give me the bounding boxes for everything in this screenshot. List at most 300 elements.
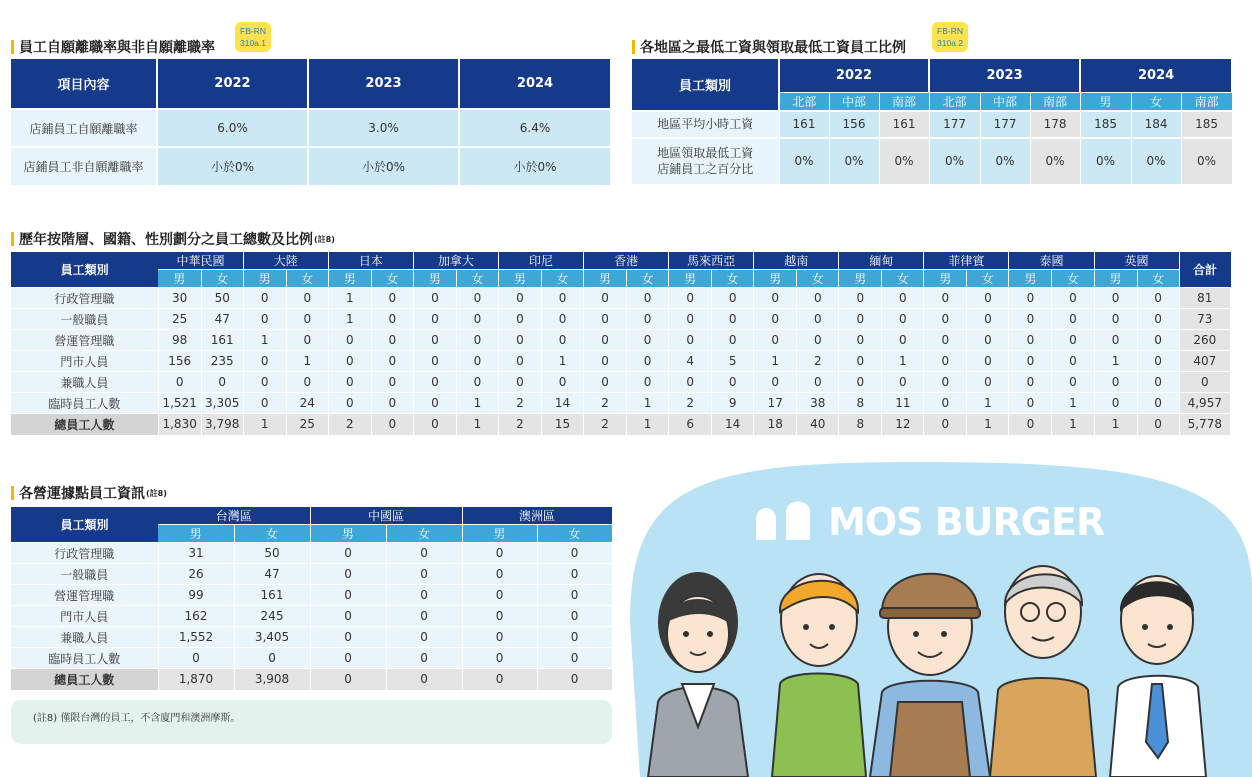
cell: 1 bbox=[754, 351, 797, 372]
subheader-male: 男 bbox=[413, 270, 456, 288]
header-year: 2024 bbox=[1080, 59, 1232, 92]
title-accent-bar bbox=[632, 40, 635, 54]
footnote: (註8) 僅限台灣的員工，不含廈門和澳洲摩斯。 bbox=[11, 700, 612, 744]
cell: 15 bbox=[542, 414, 584, 435]
cell: 1 bbox=[627, 393, 669, 414]
cell: 2 bbox=[498, 414, 541, 435]
header-employee-type: 員工類別 bbox=[632, 59, 779, 111]
cell: 0 bbox=[371, 309, 413, 330]
cell: 1 bbox=[286, 351, 328, 372]
header-total: 合計 bbox=[1179, 252, 1230, 288]
subheader-male: 男 bbox=[158, 270, 201, 288]
cell: 0 bbox=[584, 288, 627, 309]
header-year: 2022 bbox=[779, 59, 929, 92]
cell: 8 bbox=[839, 393, 882, 414]
cell: 0 bbox=[371, 288, 413, 309]
cell: 0 bbox=[712, 288, 754, 309]
cell: 1 bbox=[1094, 351, 1137, 372]
header-country: 緬甸 bbox=[839, 252, 924, 270]
title-accent-bar bbox=[11, 486, 14, 500]
cell: 0 bbox=[924, 288, 967, 309]
subheader-male: 男 bbox=[669, 270, 712, 288]
cell: 0 bbox=[456, 330, 498, 351]
cell: 0 bbox=[201, 372, 243, 393]
cell: 3,405 bbox=[234, 627, 310, 648]
cell: 0 bbox=[1009, 414, 1052, 435]
cell: 0 bbox=[1052, 351, 1094, 372]
cell: 1,830 bbox=[158, 414, 201, 435]
cell: 0% bbox=[929, 138, 980, 184]
cell: 0 bbox=[310, 585, 386, 606]
cell: 0 bbox=[712, 330, 754, 351]
subheader-female: 女 bbox=[456, 270, 498, 288]
row-label: 行政管理職 bbox=[11, 288, 158, 309]
row-label: 總員工人數 bbox=[11, 669, 158, 690]
total-cell: 260 bbox=[1179, 330, 1230, 351]
cell: 0 bbox=[627, 309, 669, 330]
cell: 小於0% bbox=[459, 147, 611, 185]
subheader-male: 男 bbox=[839, 270, 882, 288]
cell: 9 bbox=[712, 393, 754, 414]
subheader: 女 bbox=[1131, 92, 1181, 111]
cell: 2 bbox=[584, 414, 627, 435]
cell: 8 bbox=[839, 414, 882, 435]
table-row bbox=[632, 138, 1232, 184]
cell: 0 bbox=[627, 330, 669, 351]
cell: 0 bbox=[924, 372, 967, 393]
cell: 161 bbox=[201, 330, 243, 351]
subheader-female: 女 bbox=[797, 270, 839, 288]
total-cell: 0 bbox=[1179, 372, 1230, 393]
section3-title-text: 歷年按階層、國籍、性別劃分之員工總數及比例 bbox=[19, 232, 313, 248]
cell: 30 bbox=[158, 288, 201, 309]
cell: 0 bbox=[584, 351, 627, 372]
cell: 185 bbox=[1181, 111, 1232, 138]
subheader-male: 男 bbox=[243, 270, 286, 288]
cell: 0 bbox=[754, 330, 797, 351]
cell: 1 bbox=[328, 309, 371, 330]
subheader-male: 男 bbox=[754, 270, 797, 288]
cell: 0 bbox=[462, 627, 537, 648]
cell: 0 bbox=[797, 372, 839, 393]
cell: 0 bbox=[386, 585, 462, 606]
cell: 0 bbox=[1094, 393, 1137, 414]
row-label: 行政管理職 bbox=[11, 543, 158, 564]
cell: 235 bbox=[201, 351, 243, 372]
header-country: 馬來西亞 bbox=[669, 252, 754, 270]
subheader-female: 女 bbox=[542, 270, 584, 288]
cell: 50 bbox=[234, 543, 310, 564]
cell: 0 bbox=[839, 330, 882, 351]
cell: 2 bbox=[669, 393, 712, 414]
cell: 0 bbox=[797, 309, 839, 330]
cell: 0 bbox=[310, 606, 386, 627]
cell: 0 bbox=[797, 330, 839, 351]
cell: 26 bbox=[158, 564, 234, 585]
cell: 0% bbox=[1181, 138, 1232, 184]
cell: 0 bbox=[1009, 309, 1052, 330]
header-region: 台灣區 bbox=[158, 507, 310, 525]
subheader-male: 男 bbox=[498, 270, 541, 288]
subheader: 中部 bbox=[829, 92, 879, 111]
cell: 0 bbox=[924, 414, 967, 435]
cell: 0 bbox=[537, 669, 612, 690]
cell: 0 bbox=[462, 564, 537, 585]
cell: 0 bbox=[371, 393, 413, 414]
total-cell: 81 bbox=[1179, 288, 1230, 309]
cell: 0 bbox=[924, 309, 967, 330]
operating-site-table bbox=[11, 507, 613, 690]
cell: 161 bbox=[779, 111, 829, 138]
cell: 0% bbox=[829, 138, 879, 184]
header-country: 加拿大 bbox=[413, 252, 498, 270]
table-row bbox=[11, 648, 612, 669]
cell: 0 bbox=[498, 330, 541, 351]
cell: 0 bbox=[456, 351, 498, 372]
row-label: 兼職人員 bbox=[11, 627, 158, 648]
cell: 17 bbox=[754, 393, 797, 414]
cell: 0 bbox=[462, 585, 537, 606]
cell: 12 bbox=[882, 414, 924, 435]
cell: 0 bbox=[1009, 393, 1052, 414]
cell: 0 bbox=[243, 309, 286, 330]
cell: 0 bbox=[967, 330, 1009, 351]
cell: 0 bbox=[1052, 288, 1094, 309]
total-cell: 4,957 bbox=[1179, 393, 1230, 414]
table-row bbox=[11, 351, 1231, 372]
cell: 1 bbox=[1052, 414, 1094, 435]
badge-line2: 310a.2 bbox=[937, 38, 963, 48]
cell: 0 bbox=[1009, 288, 1052, 309]
table-row bbox=[11, 627, 612, 648]
subheader-male: 男 bbox=[158, 525, 234, 543]
table-row bbox=[11, 393, 1231, 414]
header-country: 大陸 bbox=[243, 252, 328, 270]
header-year: 2024 bbox=[459, 59, 611, 109]
cell: 25 bbox=[286, 414, 328, 435]
section1-title-text: 員工自願離職率與非自願離職率 bbox=[19, 40, 215, 56]
row-label: 營運管理職 bbox=[11, 585, 158, 606]
cell: 0 bbox=[456, 309, 498, 330]
cell: 0 bbox=[754, 372, 797, 393]
cell: 0 bbox=[310, 564, 386, 585]
cell: 0 bbox=[712, 372, 754, 393]
cell: 0 bbox=[243, 393, 286, 414]
badge-line1: FB-RN bbox=[240, 26, 266, 36]
cell: 0 bbox=[1137, 372, 1179, 393]
cell: 184 bbox=[1131, 111, 1181, 138]
cell: 0 bbox=[328, 330, 371, 351]
title-accent-bar bbox=[11, 40, 14, 54]
cell: 0 bbox=[462, 669, 537, 690]
cell: 1 bbox=[328, 288, 371, 309]
header-employee-type: 員工類別 bbox=[11, 252, 158, 288]
cell: 0% bbox=[980, 138, 1030, 184]
subheader: 南部 bbox=[1030, 92, 1080, 111]
row-label: 一般職員 bbox=[11, 309, 158, 330]
cell: 0 bbox=[839, 372, 882, 393]
cell: 0% bbox=[1131, 138, 1181, 184]
cell: 0 bbox=[967, 288, 1009, 309]
cell: 0 bbox=[882, 309, 924, 330]
total-cell: 73 bbox=[1179, 309, 1230, 330]
cell: 0 bbox=[584, 372, 627, 393]
mos-logo-icon bbox=[752, 500, 820, 544]
total-cell: 5,778 bbox=[1179, 414, 1230, 435]
cell: 0 bbox=[413, 288, 456, 309]
subheader-male: 男 bbox=[1009, 270, 1052, 288]
cell: 0% bbox=[1030, 138, 1080, 184]
badge-line1: FB-RN bbox=[937, 26, 963, 36]
cell: 0 bbox=[1009, 330, 1052, 351]
cell: 0 bbox=[234, 648, 310, 669]
cell: 31 bbox=[158, 543, 234, 564]
cell: 1,552 bbox=[158, 627, 234, 648]
header-country: 日本 bbox=[328, 252, 413, 270]
cell: 0 bbox=[286, 330, 328, 351]
cell: 0 bbox=[627, 351, 669, 372]
subheader-male: 男 bbox=[462, 525, 537, 543]
header-country: 香港 bbox=[584, 252, 669, 270]
turnover-table bbox=[11, 59, 612, 185]
cell: 1,870 bbox=[158, 669, 234, 690]
cell: 0 bbox=[584, 330, 627, 351]
table-row bbox=[11, 414, 1231, 435]
table-row bbox=[11, 309, 1231, 330]
cell: 50 bbox=[201, 288, 243, 309]
cell: 0 bbox=[839, 351, 882, 372]
cell: 0 bbox=[243, 288, 286, 309]
cell: 5 bbox=[712, 351, 754, 372]
cell: 0 bbox=[498, 351, 541, 372]
cell: 0 bbox=[386, 543, 462, 564]
cell: 0 bbox=[1094, 309, 1137, 330]
cell: 0 bbox=[537, 564, 612, 585]
cell: 0 bbox=[371, 330, 413, 351]
subheader-female: 女 bbox=[371, 270, 413, 288]
cell: 1 bbox=[627, 414, 669, 435]
cell: 3.0% bbox=[308, 109, 459, 147]
table-row bbox=[11, 147, 611, 185]
cell: 2 bbox=[797, 351, 839, 372]
cell: 0 bbox=[882, 372, 924, 393]
cell: 0 bbox=[1137, 414, 1179, 435]
row-label: 一般職員 bbox=[11, 564, 158, 585]
row-label: 地區平均小時工資 bbox=[632, 111, 779, 138]
cell: 0 bbox=[924, 393, 967, 414]
cell: 0% bbox=[1080, 138, 1131, 184]
cell: 1 bbox=[243, 414, 286, 435]
cell: 0 bbox=[542, 372, 584, 393]
header-country: 泰國 bbox=[1009, 252, 1094, 270]
cell: 1 bbox=[456, 393, 498, 414]
cell: 3,798 bbox=[201, 414, 243, 435]
header-country: 越南 bbox=[754, 252, 839, 270]
cell: 0 bbox=[1009, 351, 1052, 372]
title-accent-bar bbox=[11, 232, 14, 246]
subheader-male: 男 bbox=[328, 270, 371, 288]
cell: 0 bbox=[627, 372, 669, 393]
cell: 99 bbox=[158, 585, 234, 606]
header-year: 2023 bbox=[929, 59, 1080, 92]
table-row bbox=[11, 585, 612, 606]
cell: 0 bbox=[542, 309, 584, 330]
cell: 0 bbox=[158, 648, 234, 669]
table-row bbox=[632, 111, 1232, 138]
cell: 2 bbox=[584, 393, 627, 414]
cell: 47 bbox=[201, 309, 243, 330]
cell: 14 bbox=[712, 414, 754, 435]
cell: 0 bbox=[413, 393, 456, 414]
cell: 6.0% bbox=[157, 109, 308, 147]
cell: 0 bbox=[1094, 330, 1137, 351]
row-label: 店鋪員工自願離職率 bbox=[11, 109, 157, 147]
subheader: 中部 bbox=[980, 92, 1030, 111]
note-ref: (註8) bbox=[146, 488, 167, 498]
cell: 0 bbox=[1137, 393, 1179, 414]
cell: 38 bbox=[797, 393, 839, 414]
cell: 6.4% bbox=[459, 109, 611, 147]
minimum-wage-table bbox=[632, 59, 1233, 184]
cell: 0 bbox=[754, 309, 797, 330]
header-country: 菲律賓 bbox=[924, 252, 1009, 270]
cell: 0 bbox=[243, 351, 286, 372]
header-country: 印尼 bbox=[498, 252, 583, 270]
cell: 161 bbox=[234, 585, 310, 606]
header-year: 2022 bbox=[157, 59, 308, 109]
cell: 2 bbox=[498, 393, 541, 414]
subheader-female: 女 bbox=[712, 270, 754, 288]
cell: 0 bbox=[498, 309, 541, 330]
cell: 177 bbox=[980, 111, 1030, 138]
section4-title-text: 各營運據點員工資訊 bbox=[19, 486, 145, 502]
row-label: 兼職人員 bbox=[11, 372, 158, 393]
cell: 6 bbox=[669, 414, 712, 435]
cell: 1 bbox=[456, 414, 498, 435]
cell: 0 bbox=[627, 288, 669, 309]
cell: 0 bbox=[797, 288, 839, 309]
cell: 0 bbox=[328, 393, 371, 414]
header-item: 項目內容 bbox=[11, 59, 157, 109]
cell: 0 bbox=[1094, 288, 1137, 309]
cell: 0 bbox=[371, 414, 413, 435]
cell: 0 bbox=[158, 372, 201, 393]
row-label-line2: 店鋪員工之百分比 bbox=[657, 162, 754, 176]
cell: 3,305 bbox=[201, 393, 243, 414]
logo-text: MOS BURGER bbox=[828, 500, 1105, 544]
cell: 0 bbox=[462, 606, 537, 627]
cell: 0 bbox=[386, 669, 462, 690]
header-region: 中國區 bbox=[310, 507, 462, 525]
cell: 0 bbox=[1052, 372, 1094, 393]
table-row bbox=[11, 109, 611, 147]
subheader-female: 女 bbox=[286, 270, 328, 288]
cell: 2 bbox=[328, 414, 371, 435]
subheader: 北部 bbox=[929, 92, 980, 111]
cell: 0 bbox=[584, 309, 627, 330]
cell: 4 bbox=[669, 351, 712, 372]
subheader: 南部 bbox=[1181, 92, 1232, 111]
cell: 小於0% bbox=[157, 147, 308, 185]
cell: 0 bbox=[462, 648, 537, 669]
cell: 0 bbox=[967, 372, 1009, 393]
cell: 161 bbox=[879, 111, 929, 138]
subheader-female: 女 bbox=[386, 525, 462, 543]
row-label: 門市人員 bbox=[11, 351, 158, 372]
cell: 0% bbox=[779, 138, 829, 184]
cell: 11 bbox=[882, 393, 924, 414]
cell: 0 bbox=[310, 543, 386, 564]
subheader-female: 女 bbox=[1052, 270, 1094, 288]
cell: 0 bbox=[1052, 330, 1094, 351]
cell: 1 bbox=[967, 393, 1009, 414]
cell: 1,521 bbox=[158, 393, 201, 414]
section1-title bbox=[11, 37, 215, 57]
section4-title bbox=[11, 483, 167, 503]
cell: 0 bbox=[371, 351, 413, 372]
cell: 0 bbox=[498, 372, 541, 393]
cell: 1 bbox=[882, 351, 924, 372]
cell: 162 bbox=[158, 606, 234, 627]
section3-title bbox=[11, 229, 335, 249]
cell: 1 bbox=[243, 330, 286, 351]
cell: 0 bbox=[386, 648, 462, 669]
cell: 0 bbox=[310, 648, 386, 669]
total-cell: 407 bbox=[1179, 351, 1230, 372]
cell: 14 bbox=[542, 393, 584, 414]
cell: 156 bbox=[829, 111, 879, 138]
cell: 0 bbox=[413, 351, 456, 372]
table-row bbox=[11, 564, 612, 585]
cell: 0 bbox=[1137, 309, 1179, 330]
cell: 0 bbox=[413, 309, 456, 330]
row-label: 總員工人數 bbox=[11, 414, 158, 435]
sasb-badge bbox=[235, 22, 271, 52]
cell: 0 bbox=[371, 372, 413, 393]
cell: 0 bbox=[882, 288, 924, 309]
row-label bbox=[632, 138, 779, 184]
employee-nationality-table bbox=[11, 252, 1231, 435]
cell: 0 bbox=[328, 351, 371, 372]
cell: 1 bbox=[967, 414, 1009, 435]
cell: 0 bbox=[386, 564, 462, 585]
cell: 0 bbox=[456, 288, 498, 309]
cell: 0 bbox=[286, 309, 328, 330]
cell: 0 bbox=[967, 351, 1009, 372]
subheader: 南部 bbox=[879, 92, 929, 111]
cell: 0 bbox=[967, 309, 1009, 330]
header-country: 英國 bbox=[1094, 252, 1179, 270]
cell: 0 bbox=[669, 288, 712, 309]
cell: 24 bbox=[286, 393, 328, 414]
cell: 0 bbox=[286, 288, 328, 309]
row-label: 臨時員工人數 bbox=[11, 393, 158, 414]
cell: 0 bbox=[1137, 351, 1179, 372]
cell: 18 bbox=[754, 414, 797, 435]
subheader-female: 女 bbox=[627, 270, 669, 288]
subheader-male: 男 bbox=[1094, 270, 1137, 288]
cell: 0 bbox=[537, 543, 612, 564]
row-label: 店鋪員工非自願離職率 bbox=[11, 147, 157, 185]
note-ref: (註8) bbox=[314, 234, 335, 244]
cell: 1 bbox=[542, 351, 584, 372]
cell: 3,908 bbox=[234, 669, 310, 690]
table-row bbox=[11, 669, 612, 690]
cell: 0 bbox=[537, 606, 612, 627]
cell: 0 bbox=[924, 351, 967, 372]
header-employee-type: 員工類別 bbox=[11, 507, 158, 543]
cell: 177 bbox=[929, 111, 980, 138]
